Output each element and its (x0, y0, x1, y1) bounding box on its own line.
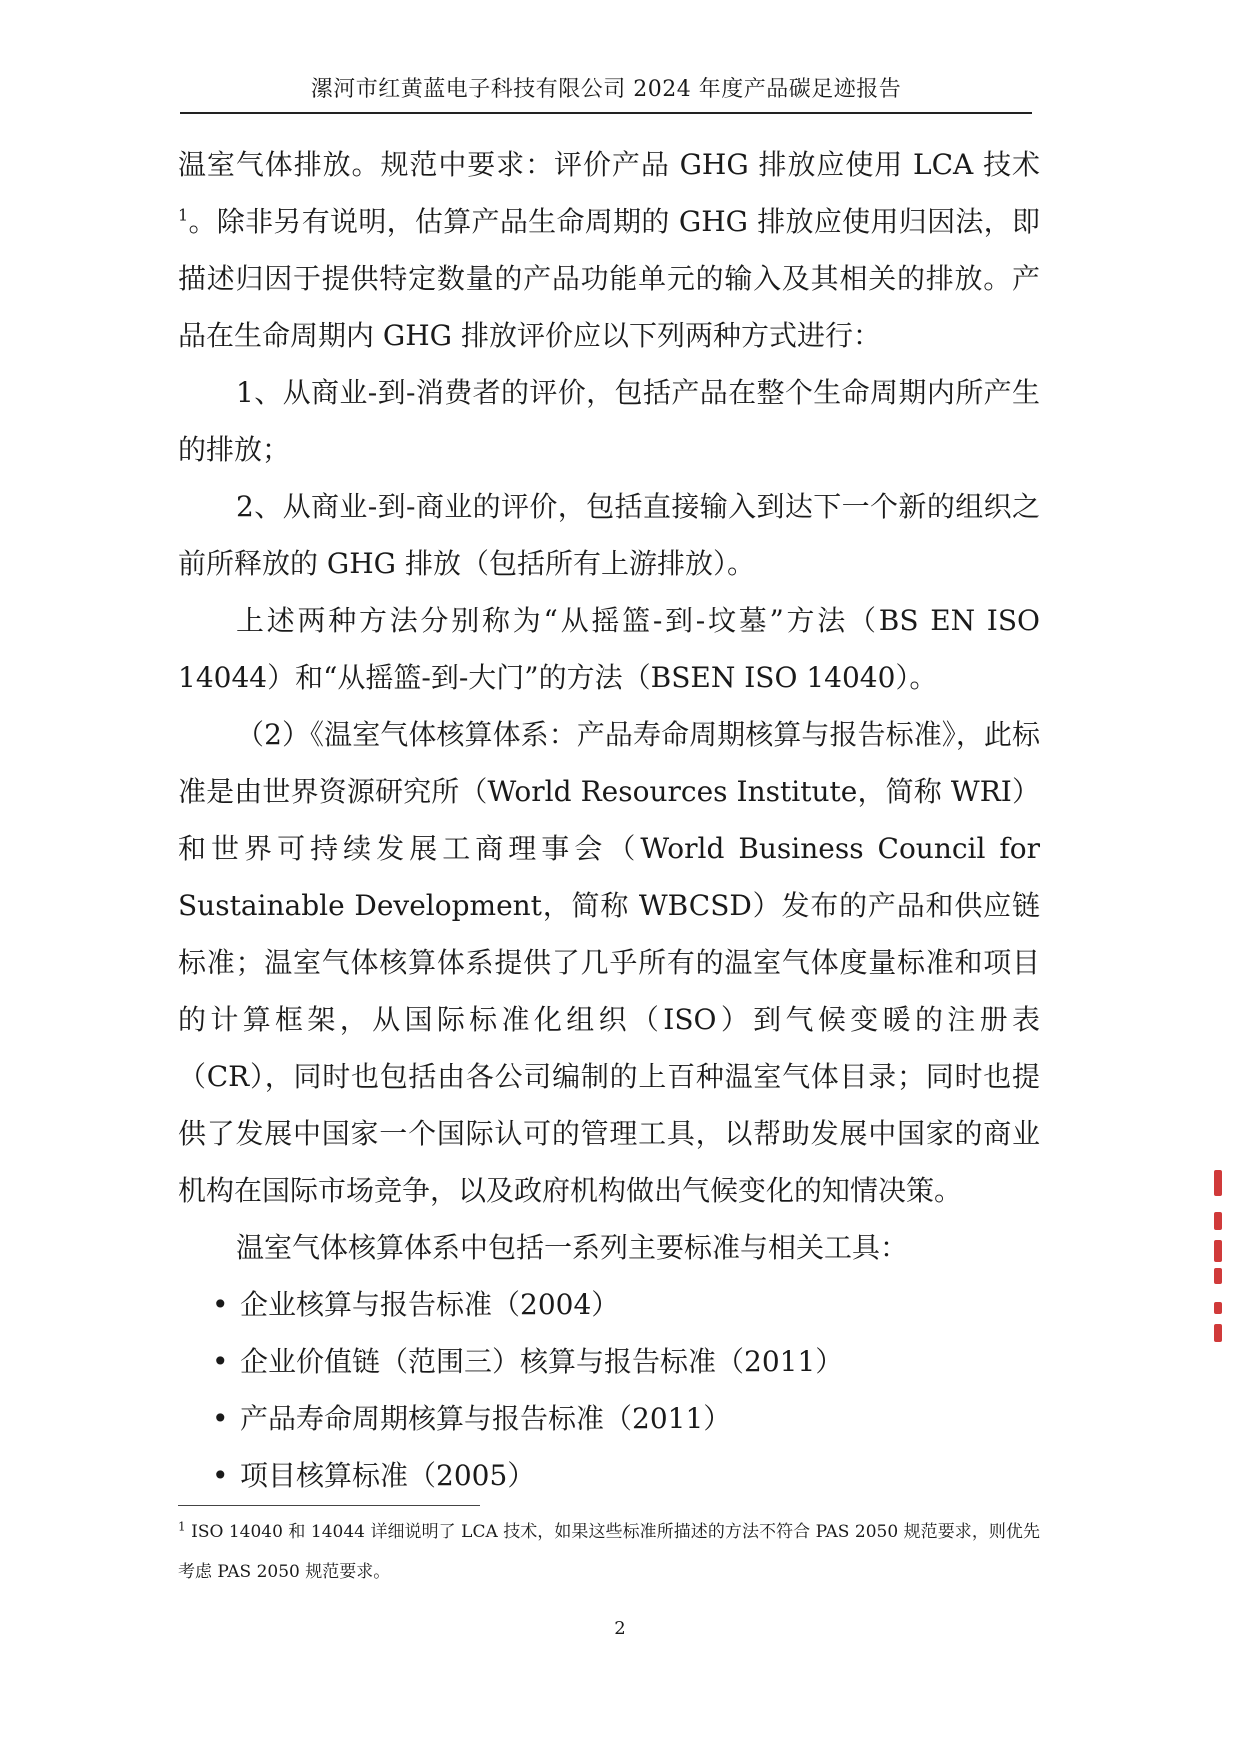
paragraph-b2c: 1、从商业-到-消费者的评价，包括产品在整个生命周期内所产生的排放； (178, 376, 1040, 466)
list-item: • 企业核算与报告标准（2004） (240, 1276, 1040, 1333)
bullet-icon: • (212, 1288, 229, 1321)
paragraph-text: 。除非另有说明，估算产品生命周期的 GHG 排放应使用归因法，即描述归因于提供特定数量的产品功能单元的输入及其相关的排放。产品在生命周期内 GHG 排放评价应以下列两种方式进行： (178, 205, 1040, 352)
bullet-icon: • (212, 1402, 229, 1435)
paragraph-standards-intro: 温室气体核算体系中包括一系列主要标准与相关工具： (236, 1231, 909, 1264)
seal-fragment (1214, 1240, 1222, 1262)
paragraph-b2b: 2、从商业-到-商业的评价，包括直接输入到达下一个新的组织之前所释放的 GHG 排放（包括所有上游排放）。 (178, 490, 1040, 580)
footnote-divider (178, 1505, 480, 1506)
seal-fragment (1214, 1302, 1222, 1314)
header-divider (180, 112, 1032, 114)
list-item: • 企业价值链（范围三）核算与报告标准（2011） (240, 1333, 1040, 1390)
paragraph-methods: 上述两种方法分别称为“从摇篮-到-坟墓”方法（BS EN ISO 14044）和“从摇篮-到-大门”的方法（BSEN ISO 14040）。 (178, 604, 1040, 694)
footnote-text: ISO 14040 和 14044 详细说明了 LCA 技术，如果这些标准所描述的方法不符合 PAS 2050 规范要求，则优先考虑 PAS 2050 规范要求。 (178, 1522, 1040, 1582)
footnote-number: 1 (178, 1519, 186, 1534)
list-item: • 产品寿命周期核算与报告标准（2011） (240, 1390, 1040, 1447)
paragraph-ghg-requirements (178, 136, 1040, 364)
paragraph-ghg-protocol: （2）《温室气体核算体系：产品寿命周期核算与报告标准》，此标准是由世界资源研究所（World Resources Institute，简称 WRI）和世界可持续发展工商理事会（World Business Council for Sustainable Development，简称 WBCSD）发布的产品和供应链标准；温室气体核算体系提供了几乎所有的温室气体度量标准和项目的计算框架，从国际标准化组织（ISO）到气候变暖的注册表（CR），同时也包括由各公司编制的上百种温室气体目录；同时也提供了发展中国家一个国际认可的管理工具，以帮助发展中国家的商业机构在国际市场竞争，以及政府机构做出气候变化的知情决策。 (178, 718, 1040, 1207)
bullet-icon: • (212, 1459, 229, 1492)
page-number: 2 (614, 1618, 626, 1639)
seal-fragment (1214, 1212, 1222, 1230)
seal-fragment (1214, 1170, 1222, 1196)
standards-list (178, 1276, 1040, 1504)
footnote-reference: 1 (178, 205, 189, 225)
page-header: 漯河市红黄蓝电子科技有限公司 2024 年度产品碳足迹报告 (310, 77, 902, 102)
main-content (178, 136, 1040, 1504)
seal-fragment (1214, 1324, 1222, 1342)
footnote (178, 1512, 1040, 1592)
seal-fragment (1214, 1268, 1222, 1284)
paragraph-text: 温室气体排放。规范中要求：评价产品 GHG 排放应使用 LCA 技术 (178, 148, 1040, 181)
bullet-icon: • (212, 1345, 229, 1378)
list-item: • 项目核算标准（2005） (240, 1447, 1040, 1504)
